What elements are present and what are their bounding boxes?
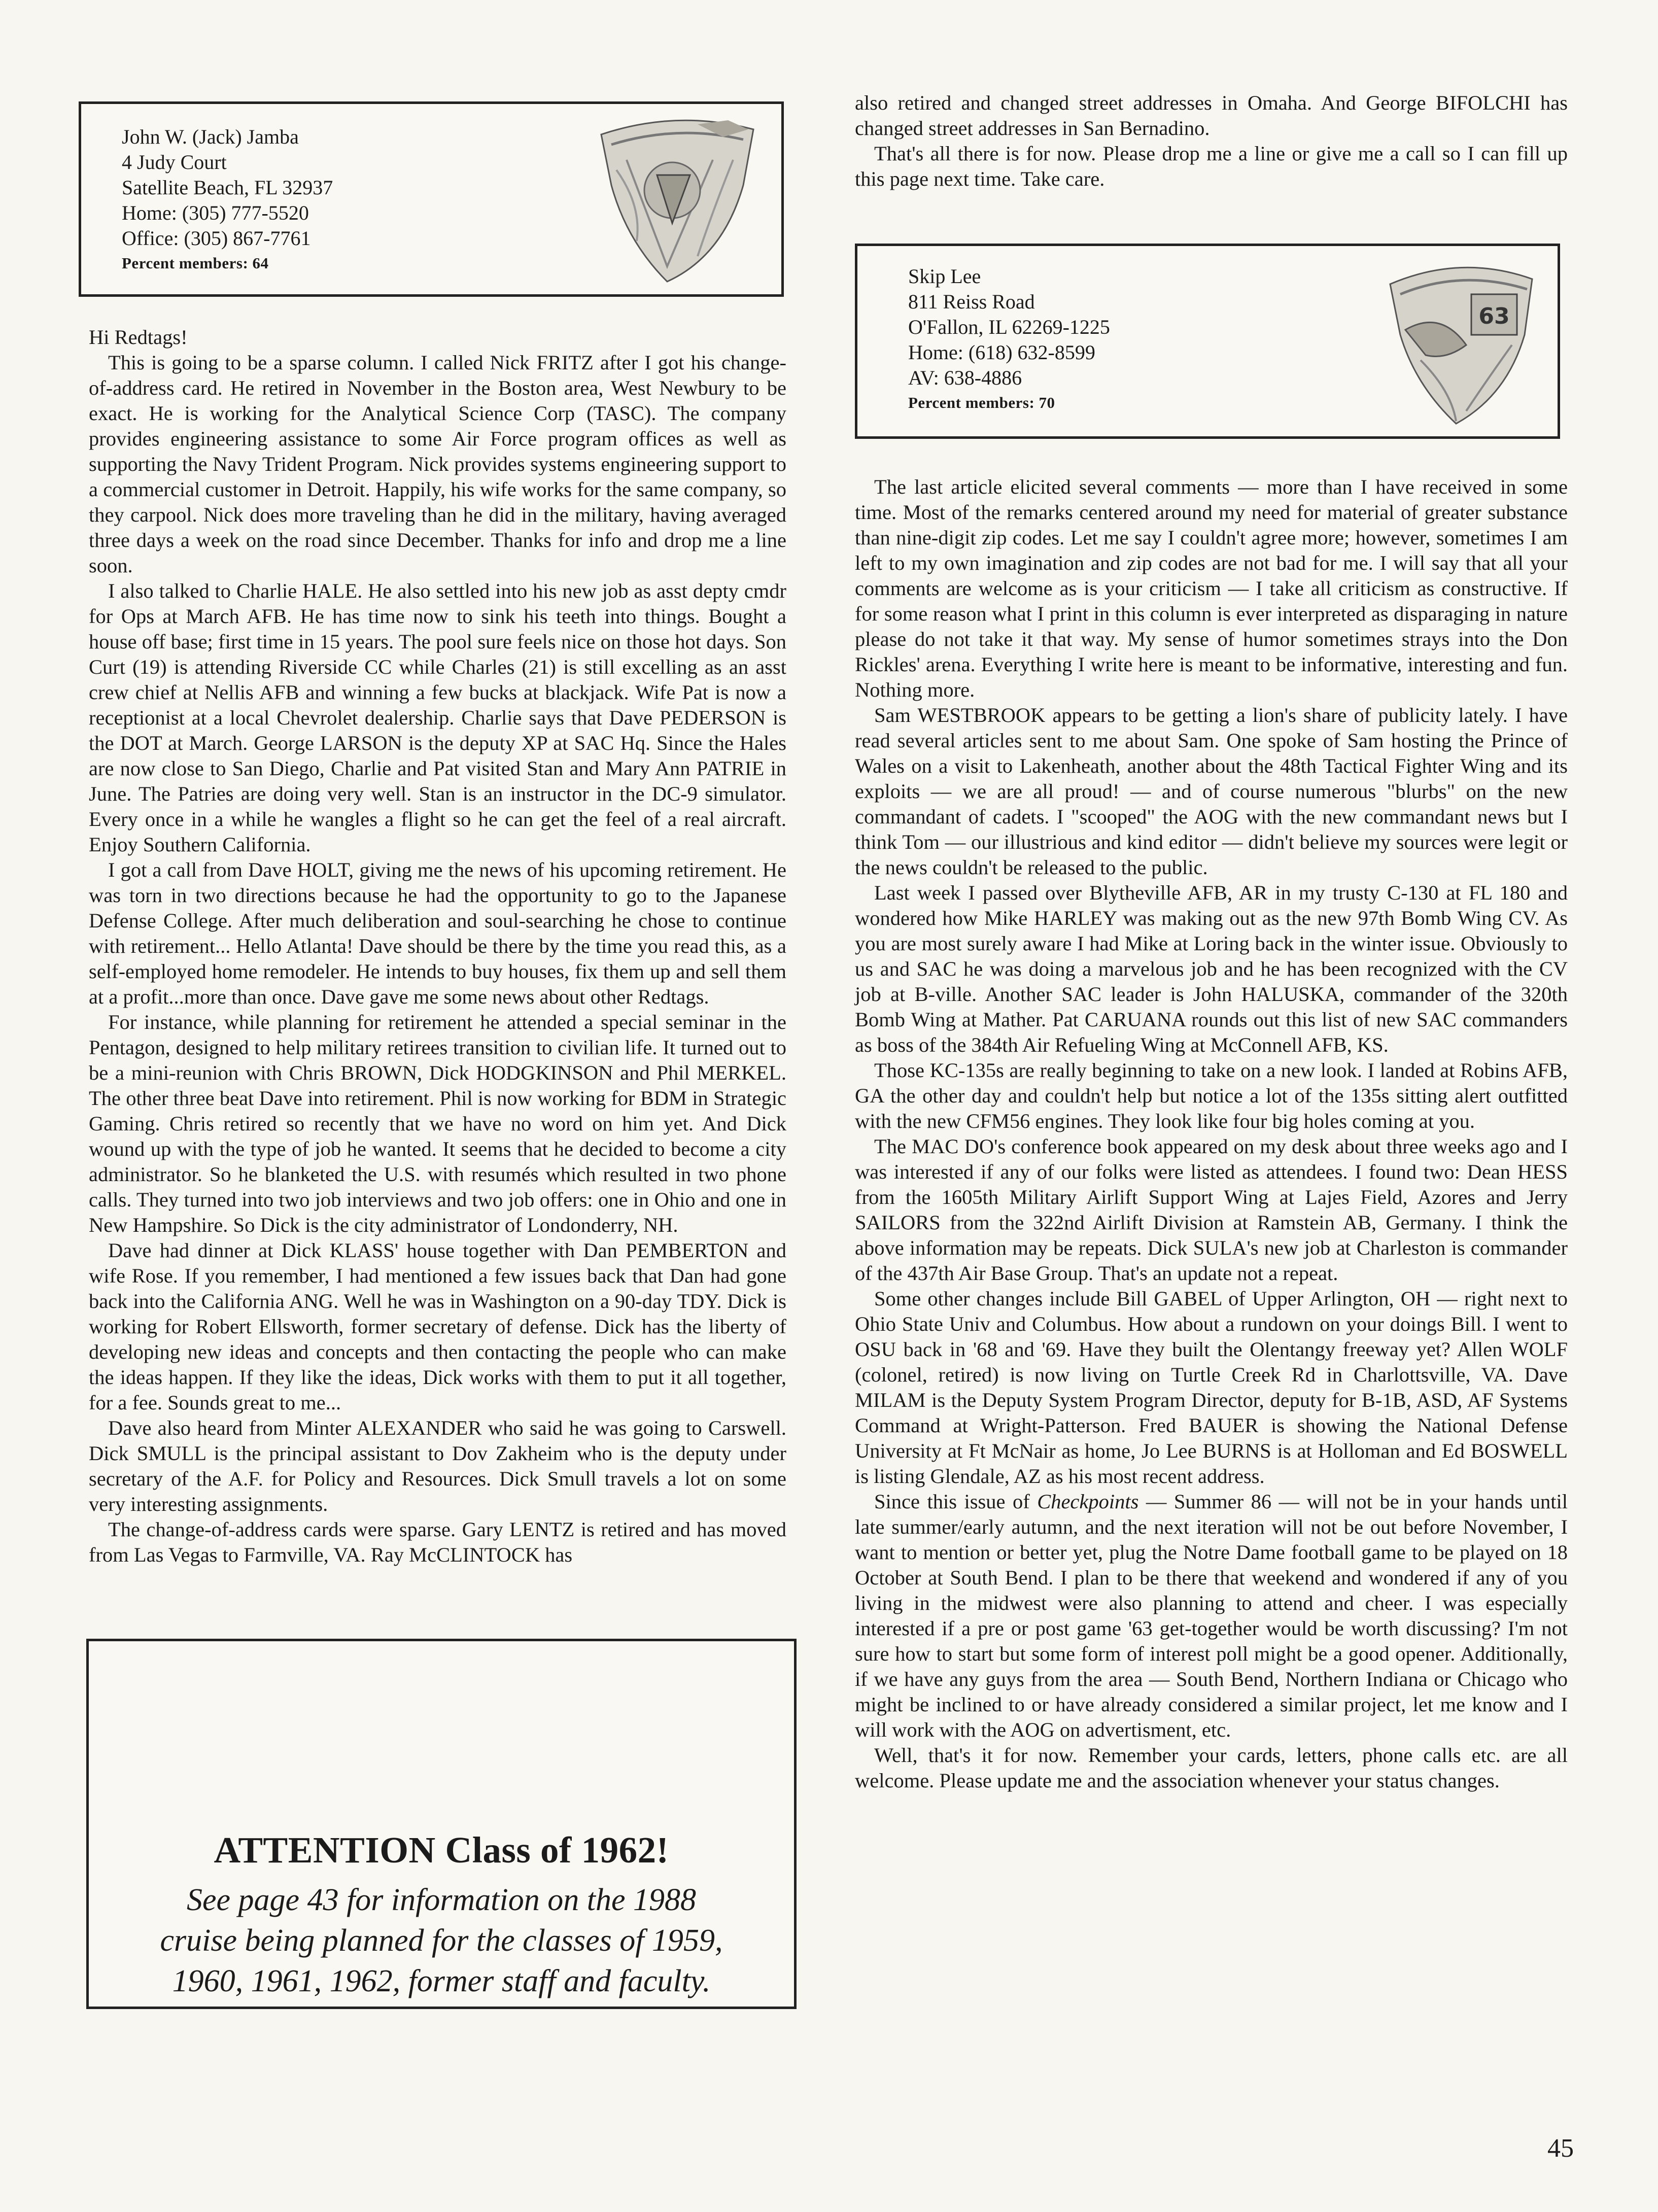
contact-box-jamba (79, 101, 784, 297)
text-run: Since this issue of (874, 1490, 1038, 1513)
paragraph: Those KC-135s are really beginning to take on a new look. I landed at Robins AFB, GA the other day and couldn't help but notice a lot of the 135s sitting alert outfitted with the new CFM56 engines. They look like four big holes coming at you. (855, 1059, 1568, 1132)
contact-av-phone: AV: 638-4886 (908, 366, 1022, 389)
paragraph: The MAC DO's conference book appeared on my desk about three weeks ago and I was interested if any of our folks were listed as attendees. I found two: Dean HESS from the 1605th Military Airlift Support Wing at Lajes Field, Azores and Jerry SAILORS from the 322nd Airlift Division at Ramstein AB, Germany. I think the above information may be repeats. Dick SULA's new job at Charleston is commander of the 437th Air Base Group. That's an update not a repeat. (855, 1135, 1568, 1285)
notice-line: See page 43 for information on the 1988 (187, 1883, 696, 1917)
right-article (855, 474, 1568, 1793)
contact-address-line2: Satellite Beach, FL 32937 (122, 176, 333, 199)
text-run: — Summer 86 — will not be in your hands until late summer/early autumn, and the next iteration will not be out before November, I want to mention or better yet, plug the Notre Dame football game to be played on 18 October at South Bend. I plan to be there that weekend and wondered if any of you living in the midwest were also planning to attend and cheer. I was especially interested if a pre or post game '63 get-together would be worth discussing? I'm not sure how to start but some form of interest poll might be a good opener. Additionally, if we have any guys from the area — South Bend, Northern Indiana or Chicago who might be inclined to or have already considered a similar project, let me know and I will work with the AOG on advertisment, etc. (855, 1490, 1568, 1741)
greeting: Hi Redtags! (89, 326, 188, 349)
contact-address-line1: 4 Judy Court (122, 151, 227, 174)
contact-home-phone: Home: (618) 632-8599 (908, 341, 1095, 364)
page-number: 45 (1547, 2134, 1574, 2163)
paragraph: Last week I passed over Blytheville AFB, AR in my trusty C-130 at FL 180 and wondered how Mike HARLEY was making out as the new 97th Bomb Wing CV. As you are most surely aware I had Mike at Loring back in the winter issue. Obviously to us and SAC he was doing a marvelous job and he has been recognized with the CV job at B-ville. Another SAC leader is John HALUSKA, commander of the 320th Bomb Wing at Mather. Pat CARUANA rounds out this list of new SAC commanders as boss of the 384th Air Refueling Wing at McConnell AFB, KS. (855, 881, 1568, 1056)
contact-name: Skip Lee (908, 265, 981, 288)
notice-title: ATTENTION Class of 1962! (214, 1829, 669, 1871)
percent-members: Percent members: 70 (908, 394, 1055, 411)
attention-notice-box (86, 1639, 797, 2009)
contact-office-phone: Office: (305) 867-7761 (122, 227, 311, 250)
paragraph: Sam WESTBROOK appears to be getting a lion's share of publicity lately. I have read several articles sent to me about Sam. One spoke of Sam hosting the Prince of Wales on a visit to Lakenheath, another about the 48th Tactical Fighter Wing and its exploits — we are all proud! — and of course numerous "blurbs" on the new commandant of cadets. I "scooped" the AOG with the new commandant news but I think Tom — our illustrious and kind editor — didn't believe my sources were legit or the news couldn't be released to the public. (855, 704, 1568, 879)
contact-box-lee (855, 244, 1560, 439)
paragraph: That's all there is for now. Please drop me a line or give me a call so I can fill up this page next time. Take care. (855, 142, 1568, 190)
contact-address-line2: O'Fallon, IL 62269-1225 (908, 316, 1110, 338)
class-crest-63-icon (1385, 259, 1537, 426)
publication-title: Checkpoints (1037, 1490, 1139, 1513)
contact-lines (908, 264, 1110, 415)
carryover-text (855, 90, 1568, 192)
paragraph: Some other changes include Bill GABEL of Upper Arlington, OH — right next to Ohio State Univ and Columbus. How about a rundown on your doings Bill. I went to OSU back in '68 and '69. Have they built the Olentangy freeway yet? Allen WOLF (colonel, retired) is now living on Turtle Creek Rd in Charlottsville, VA. Dave MILAM is the Deputy System Program Director, deputy for B-1B, ASD, AF Systems Command at Wright-Patterson. Fred BAUER is showing the National Defense University at Ft McNair as home, Jo Lee BURNS is at Holloman and Ed BOSWELL is listing Glendale, AZ as his most recent address. (855, 1287, 1568, 1488)
percent-members: Percent members: 64 (122, 254, 269, 272)
closing-paragraph: Well, that's it for now. Remember your cards, letters, phone calls etc. are all welcome. Please update me and the association whenever your status changes. (855, 1744, 1568, 1792)
paragraph (855, 1489, 1568, 1743)
notice-line: 1960, 1961, 1962, former staff and faculty. (172, 1964, 711, 1998)
svg-text:63: 63 (1478, 303, 1510, 329)
paragraph: The change-of-address cards were sparse. Gary LENTZ is retired and has moved from Las Vegas to Farmville, VA. Ray McCLINTOCK has (89, 1518, 786, 1566)
left-article (89, 325, 786, 1568)
paragraph: also retired and changed street addresses in Omaha. And George BIFOLCHI has changed street addresses in San Bernadino. (855, 91, 1568, 140)
paragraph: For instance, while planning for retirement he attended a special seminar in the Pentagon, designed to help military retirees transition to civilian life. It turned out to be a mini-reunion with Chris BROWN, Dick HODGKINSON and Phil MERKEL. The other three beat Dave into retirement. Phil is now working for BDM in Strategic Gaming. Chris retired so recently that we have no word on him yet. And Dick wound up with the type of job he wanted. It seems that he decided to become a city administrator. So he blanketed the U.S. with resumés which resulted in two phone calls. They turned into two job interviews and two job offers: one in Ohio and one in New Hampshire. So Dick is the city administrator of Londonderry, NH. (89, 1011, 786, 1236)
paragraph: I got a call from Dave HOLT, giving me the news of his upcoming retirement. He was torn in two directions because he had the opportunity to go to the Japanese Defense College. After much deliberation and soul-searching he chose to continue with retirement... Hello Atlanta! Dave should be there by the time you read this, as a self-employed home remodeler. He intends to buy houses, fix them up and sell them at a profit...more than once. Dave gave me some news about other Redtags. (89, 858, 786, 1008)
paragraph: I also talked to Charlie HALE. He also settled into his new job as asst depty cmdr for Ops at March AFB. He has time now to sink his teeth into things. Bought a house off base; first time in 15 years. The pool sure feels nice on those hot days. Son Curt (19) is attending Riverside CC while Charles (21) is still excelling as an asst crew chief at Nellis AFB and winning a few bucks at blackjack. Wife Pat is now a receptionist at a local Chevrolet dealership. Charlie says that Dave PEDERSON is the DOT at March. George LARSON is the deputy XP at SAC Hq. Since the Hales are now close to San Diego, Charlie and Pat visited Stan and Mary Ann PATRIE in June. The Patries are doing very well. Stan is an instructor in the DC-9 simulator. Every once in a while he wangles a flight so he can get the feel of a real aircraft. Enjoy Southern California. (89, 579, 786, 856)
paragraph: The last article elicited several comments — more than I have received in some time. Most of the remarks centered around my need for material of greater substance than nine-digit zip codes. Let me say I couldn't agree more; however, sometimes I am left to my own imagination and zip codes are not bad for me. I will say that all your comments are welcome as is your criticism — I take all criticism as constructive. If for some reason what I print in this column is ever interpreted as disparaging in nature please do not take it that way. My sense of humor sometimes strays into the Don Rickles' arena. Everything I write here is meant to be informative, interesting and fun. Nothing more. (855, 475, 1568, 701)
contact-address-line1: 811 Reiss Road (908, 290, 1035, 313)
notice-body (89, 1880, 794, 2001)
contact-name: John W. (Jack) Jamba (122, 125, 299, 148)
paragraph: This is going to be a sparse column. I called Nick FRITZ after I got his change-of-address card. He retired in November in the Boston area, West Newbury to be exact. He is working for the Analytical Science Corp (TASC). The company provides engineering assistance to some Air Force program offices as well as supporting the Navy Trident Program. Nick provides systems engineering support to a commercial customer in Detroit. Happily, his wife works for the same company, so they carpool. Nick does more traveling than he did in the military, having averaged three days a week on the road since December. Thanks for info and drop me a line soon. (89, 351, 786, 577)
paragraph: Dave had dinner at Dick KLASS' house together with Dan PEMBERTON and wife Rose. If you remember, I had mentioned a few issues back that Dan had gone back into the California ANG. Well he was in Washington on a 90-day TDY. Dick is working for Robert Ellsworth, former secretary of defense. Dick has the liberty of developing new ideas and concepts and then contacting the people who can make the ideas happen. If they like the ideas, Dick works with them to put it all together, for a fee. Sounds great to me... (89, 1239, 786, 1414)
contact-home-phone: Home: (305) 777-5520 (122, 201, 309, 224)
paragraph: Dave also heard from Minter ALEXANDER who said he was going to Carswell. Dick SMULL is the principal assistant to Dov Zakheim who is the deputy under secretary of the A.F. for Policy and Resources. Dick Smull travels a lot on some very interesting assignments. (89, 1416, 786, 1515)
class-crest-icon (596, 114, 758, 287)
notice-line: cruise being planned for the classes of 1959, (160, 1923, 723, 1958)
contact-lines (122, 124, 333, 275)
